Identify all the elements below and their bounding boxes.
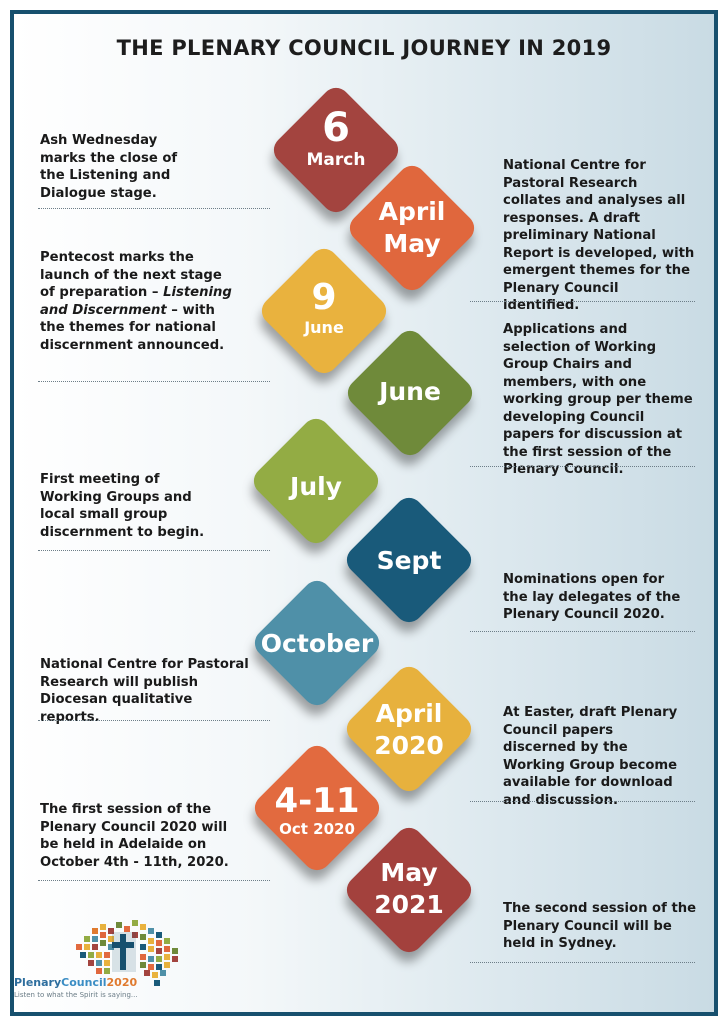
- ncpr-collates-text: National Centre for Pastoral Research collates and analyses all responses. A draft preliminary National Report is developed, with emergent themes for the Plenary Council identified.: [503, 158, 695, 313]
- divider: [38, 208, 270, 209]
- poster-title: THE PLENARY COUNCIL JOURNEY IN 2019: [116, 36, 612, 60]
- milestone-6-march-label: 6 March: [306, 105, 366, 170]
- milestone-may-2021-label: May 2021: [374, 858, 444, 919]
- ash-wednesday-text: Ash Wednesday marks the close of the Listening and Dialogue stage.: [40, 133, 178, 201]
- milestone-4-11-oct-2020-label: 4-11 Oct 2020: [274, 781, 360, 838]
- first-meeting-text: First meeting of Working Groups and local small group discernment to begin.: [40, 472, 205, 540]
- logo-tagline: Listen to what the Spirit is saying...: [14, 991, 138, 999]
- milestone-april-may-label: April May: [378, 197, 446, 258]
- second-session-text: The second session of the Plenary Council will be held in Sydney.: [503, 901, 697, 951]
- milestone-october-label: October: [260, 629, 374, 658]
- milestone-sept-label: Sept: [376, 546, 442, 575]
- pentecost-text: Pentecost marks the launch of the next stage of preparation – Listening and Discernment – with the themes for national discernment announced.: [40, 250, 232, 353]
- divider: [470, 301, 695, 302]
- divider: [470, 801, 695, 802]
- divider: [38, 720, 270, 721]
- divider: [38, 550, 270, 551]
- working-groups-selection-text: Applications and selection of Working Group Chairs and members, with one working group per theme developing Council papers for discussion at the first session of the Plenary Council.: [503, 322, 693, 477]
- milestone-june-label: June: [379, 377, 441, 406]
- divider: [470, 962, 695, 963]
- milestone-july-label: July: [290, 472, 342, 501]
- divider: [470, 466, 695, 467]
- divider: [38, 381, 270, 382]
- easter-papers-text: At Easter, draft Plenary Council papers discerned by the Working Group become available for download and discussion.: [503, 705, 678, 808]
- logo-wordmark: PlenaryCouncil2020: [14, 976, 138, 989]
- milestone-9-june-label: 9 June: [304, 277, 344, 337]
- divider: [470, 631, 695, 632]
- nominations-text: Nominations open for the lay delegates of the Plenary Council 2020.: [503, 572, 681, 622]
- first-session-text: The first session of the Plenary Council 2020 will be held in Adelaide on October 4th - 11th, 2020.: [40, 802, 229, 870]
- divider: [38, 880, 270, 881]
- ncpr-publish-text: National Centre for Pastoral Research will publish Diocesan qualitative reports.: [40, 657, 249, 725]
- milestone-april-2020-label: April 2020: [374, 699, 444, 760]
